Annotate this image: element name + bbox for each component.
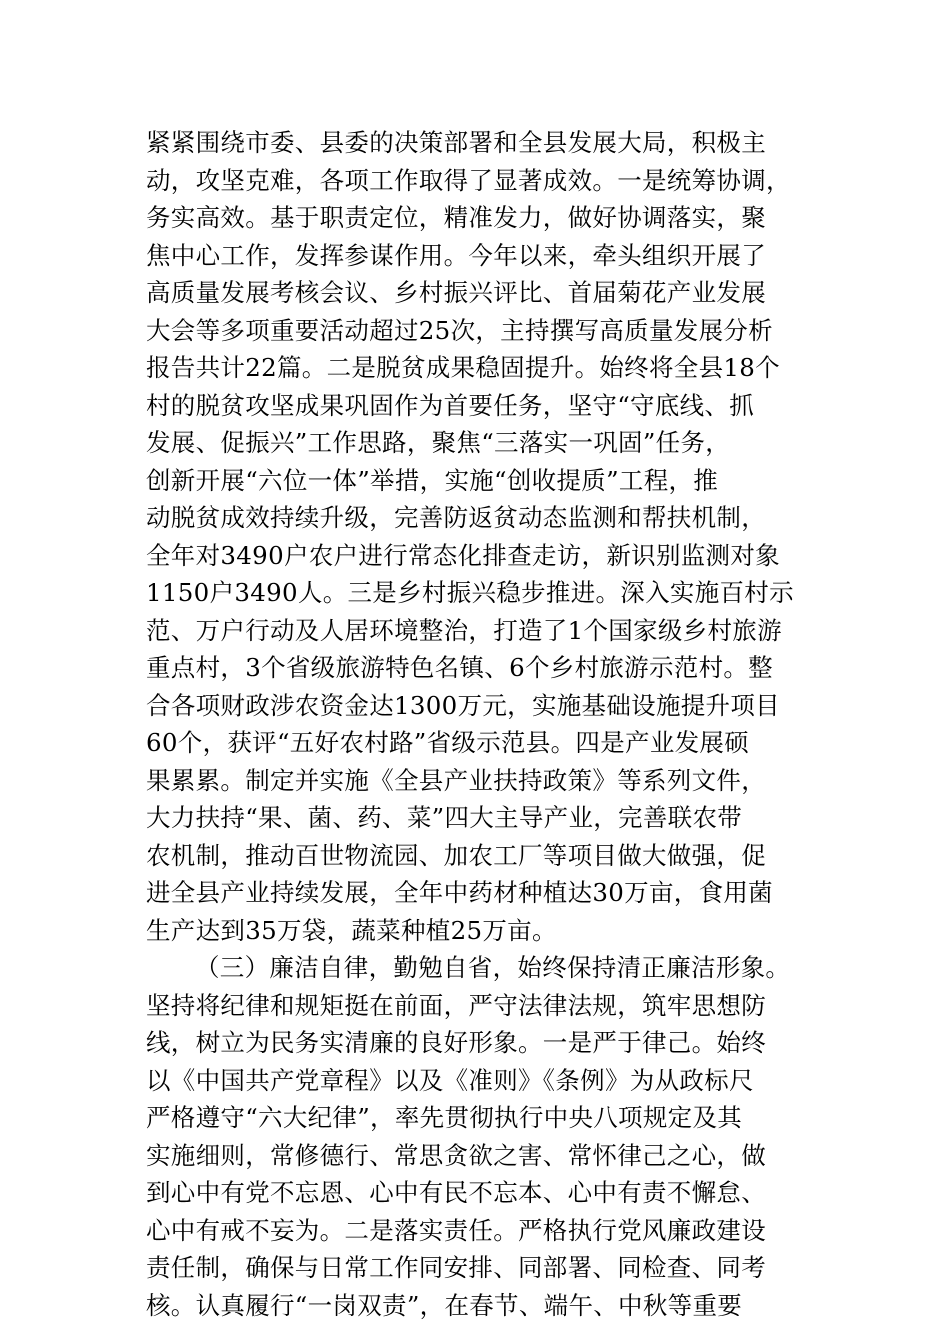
text-line: 到心中有党不忘恩、心中有民不忘本、心中有责不懈怠、 xyxy=(146,1178,766,1207)
text-line: 线，树立为民务实清廉的良好形象。一是严于律己。始终 xyxy=(146,1028,766,1057)
text-line: 进全县产业持续发展，全年中药材种植达30万亩，食用菌 xyxy=(146,878,773,907)
text-line: 核。认真履行“一岗双责”，在春节、端午、中秋等重要 xyxy=(146,1290,743,1320)
text-line: 高质量发展考核会议、乡村振兴评比、首届菊花产业发展 xyxy=(146,278,766,307)
text-line: 坚持将纪律和规矩挺在前面，严守法律法规，筑牢思想防 xyxy=(146,990,766,1020)
text-line: 大力扶持“果、菌、药、菜”四大主导产业，完善联农带 xyxy=(146,803,743,832)
text-line: 发展、促振兴”工作思路，聚焦“三落实一巩固”任务， xyxy=(146,428,731,457)
text-line: 紧紧围绕市委、县委的决策部署和全县发展大局，积极主 xyxy=(146,128,766,157)
text-line: 范、万户行动及人居环境整治，打造了1个国家级乡村旅游 xyxy=(146,615,782,645)
text-line: 果累累。制定并实施《全县产业扶持政策》等系列文件， xyxy=(146,765,766,795)
text-line: 全年对3490户农户进行常态化排查走访，新识别监测对象 xyxy=(146,540,780,570)
text-line: 60个，获评“五好农村路”省级示范县。四是产业发展硕 xyxy=(146,728,750,757)
text-line: 动脱贫成效持续升级，完善防返贫动态监测和帮扶机制， xyxy=(146,503,766,532)
text-line: 心中有戒不妄为。二是落实责任。严格执行党风廉政建设 xyxy=(146,1215,766,1245)
text-line: 村的脱贫攻坚成果巩固作为首要任务，坚守“守底线、抓 xyxy=(146,390,755,420)
text-line: 合各项财政涉农资金达1300万元，实施基础设施提升项目 xyxy=(146,690,780,720)
text-line: 务实高效。基于职责定位，精准发力，做好协调落实，聚 xyxy=(146,203,766,232)
text-line: 1150户3490人。三是乡村振兴稳步推进。深入实施百村示 xyxy=(146,578,794,607)
section-heading: （三）廉洁自律，勤勉自省，始终保持清正廉洁形象。 xyxy=(195,953,791,982)
text-line: 农机制，推动百世物流园、加农工厂等项目做大做强，促 xyxy=(146,840,766,870)
text-line: 重点村，3个省级旅游特色名镇、6个乡村旅游示范村。整 xyxy=(146,653,773,682)
text-line: 严格遵守“六大纪律”，率先贯彻执行中央八项规定及其 xyxy=(146,1103,743,1132)
text-line: 动，攻坚克难，各项工作取得了显著成效。一是统筹协调， xyxy=(146,165,791,195)
text-line: 实施细则，常修德行、常思贪欲之害、常怀律己之心，做 xyxy=(146,1140,766,1170)
text-line: 大会等多项重要活动超过25次，主持撰写高质量发展分析 xyxy=(146,315,773,345)
body-text xyxy=(146,124,836,1324)
text-line: 生产达到35万袋，蔬菜种植25万亩。 xyxy=(146,915,557,945)
text-line: 以《中国共产党章程》以及《准则》《条例》为从政标尺 xyxy=(146,1065,754,1095)
text-line: 责任制，确保与日常工作同安排、同部署、同检查、同考 xyxy=(146,1253,766,1282)
text-line: 焦中心工作，发挥参谋作用。今年以来，牵头组织开展了 xyxy=(146,240,766,270)
text-line: 创新开展“六位一体”举措，实施“创收提质”工程，推 xyxy=(146,465,719,495)
text-line: 报告共计22篇。二是脱贫成果稳固提升。始终将全县18个 xyxy=(146,353,780,382)
